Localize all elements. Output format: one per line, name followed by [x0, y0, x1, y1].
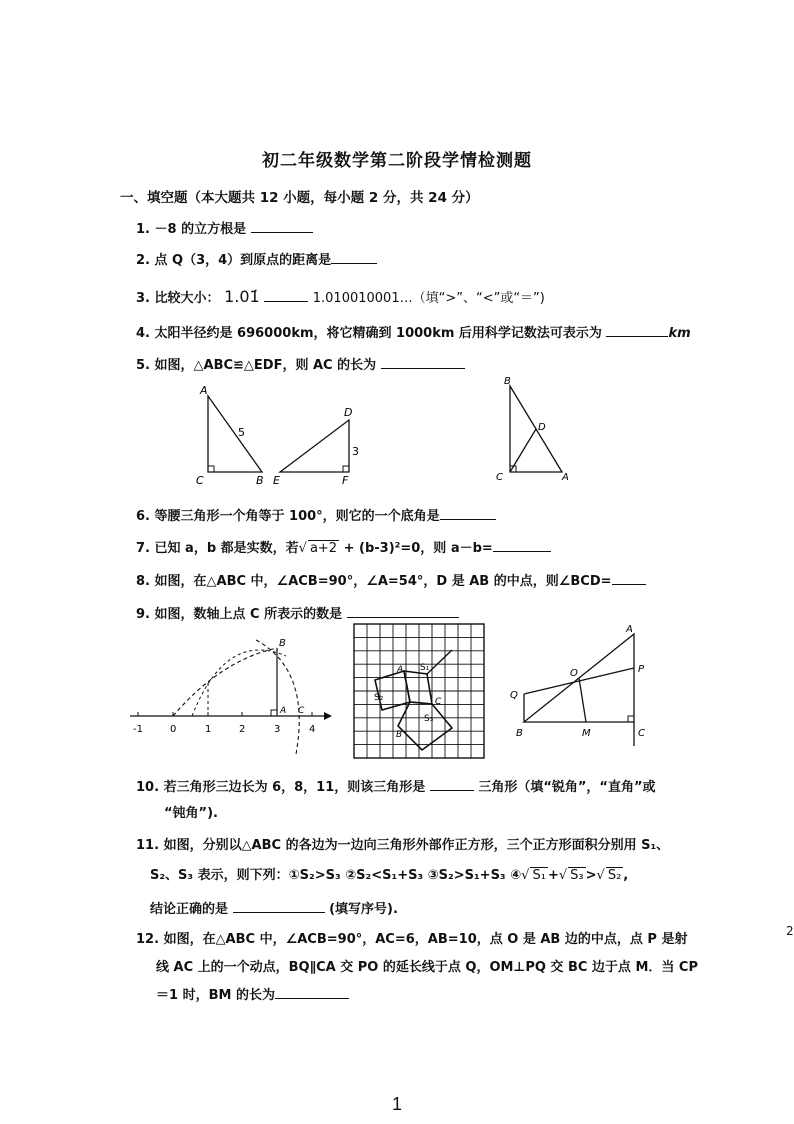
q11-line3-end: (填写序号).: [329, 902, 398, 917]
fig12-label-o: O: [570, 668, 578, 679]
q7-blank: [493, 539, 551, 552]
q10-blank: [430, 778, 474, 791]
fig11-label-a: A: [397, 665, 404, 675]
question-12: [136, 928, 687, 947]
q2-number: 2.: [136, 253, 150, 268]
q12-number: 12.: [136, 932, 160, 947]
q8-text: 如图，在△ABC 中，∠ACB=90°，∠A=54°，D 是 AB 的中点，则∠BCD=: [154, 574, 612, 589]
q9-number-line-figure: [126, 630, 336, 760]
page-title: 初二年级数学第二阶段学情检测题: [262, 151, 532, 171]
fig9-tick-1: 1: [205, 724, 212, 735]
question-7: 7. 已知 a，b 都是实数，若√ a+2 + (b-3)²=0，则 a－b=: [136, 537, 551, 556]
q11-root-s2: S₂: [607, 868, 622, 883]
fig12-label-m: M: [582, 728, 591, 739]
q11-line-2: S₂、S₃ 表示，则下列：①S₂>S₃ ②S₂<S₁+S₃ ③S₂>S₁+S₃ ④√ S₁ +√ S₃ >√ S₂ ,: [150, 868, 629, 883]
q12-line3-text: ＝1 时，BM 的长为: [156, 988, 275, 1003]
fig9-label-c: C: [298, 706, 305, 716]
q8-number: 8.: [136, 574, 150, 589]
question-6: [136, 505, 496, 524]
fig8-label-d: D: [538, 422, 546, 433]
q6-text: 等腰三角形一个角等于 100°，则它的一个底角是: [154, 509, 440, 524]
fig5-label-f: F: [342, 474, 349, 487]
q3-expression: 1.01̇: [224, 287, 260, 306]
q12-line1: 如图，在△ABC 中，∠ACB=90°，AC=6，AB=10，点 O 是 AB 边的中点，点 P 是射: [163, 932, 688, 947]
q4-blank: [606, 324, 668, 337]
question-8: [136, 570, 646, 589]
question-4: [136, 322, 691, 341]
q9-text: 如图，数轴上点 C 所表示的数是: [154, 607, 343, 622]
q11-line2-end: ,: [623, 868, 629, 883]
fig9-tick-0: 0: [170, 724, 177, 735]
q3-blank: [264, 289, 308, 302]
q11-line-3: [150, 898, 398, 917]
question-1: [136, 218, 313, 237]
side-mark: 2: [786, 924, 794, 938]
q6-number: 6.: [136, 509, 150, 524]
q8-triangle-figure: [490, 372, 580, 484]
question-10: [136, 776, 656, 795]
q11-plus: +: [547, 868, 559, 883]
fig5-side-ab: 5: [238, 426, 245, 439]
q5-number: 5.: [136, 358, 150, 373]
q3-number: 3.: [136, 291, 150, 306]
q4-unit: km: [668, 326, 691, 341]
fig11-label-s3: S₃: [424, 714, 434, 724]
q7-mid: + (b-3)²=0，则 a－b=: [343, 541, 493, 556]
fig5-label-c: C: [196, 474, 204, 487]
q11-number: 11.: [136, 838, 160, 853]
q7-radicand: a+2: [309, 541, 338, 556]
q4-text: 太阳半径约是 696000km，将它精确到 1000km 后用科学记数法可表示为: [154, 326, 602, 341]
question-2: [136, 249, 377, 268]
q5-text: 如图，△ABC≌△EDF，则 AC 的长为: [154, 358, 377, 373]
fig12-label-b: B: [516, 728, 523, 739]
fig5-label-d: D: [344, 406, 353, 419]
q10-line-2: “钝角”).: [164, 806, 218, 821]
q10-post: 三角形（填“锐角”，“直角”或: [478, 780, 656, 795]
q9-blank: [347, 605, 459, 618]
fig12-label-q: Q: [510, 690, 518, 701]
q8-blank: [612, 572, 646, 585]
q11-line3-text: 结论正确的是: [150, 902, 229, 917]
q11-root-s3: S₃: [570, 868, 584, 883]
q11-gt: >: [585, 868, 597, 883]
fig12-label-a: A: [626, 624, 633, 635]
fig5-side-df: 3: [352, 445, 359, 458]
q2-text: 点 Q（3，4）到原点的距离是: [154, 253, 332, 268]
fig5-label-e: E: [273, 474, 280, 487]
q12-line-3: [156, 984, 349, 1003]
fig8-label-b: B: [504, 376, 511, 387]
q9-number: 9.: [136, 607, 150, 622]
fig12-label-c: C: [638, 728, 645, 739]
q7-number: 7.: [136, 541, 150, 556]
q11-root-s1: S₁: [532, 868, 546, 883]
fig12-label-p: P: [638, 664, 645, 675]
q2-blank: [331, 251, 377, 264]
q11-blank: [233, 900, 325, 913]
question-9: [136, 603, 459, 622]
section-heading: 一、填空题（本大题共 12 小题，每小题 2 分，共 24 分）: [120, 190, 479, 206]
fig11-label-c: C: [435, 697, 442, 707]
question-5: [136, 354, 465, 373]
fig9-tick-2: 2: [239, 724, 246, 735]
question-11: [136, 834, 669, 853]
fig11-label-s1: S₁: [420, 663, 430, 673]
q1-blank: [251, 220, 313, 233]
q1-number: 1.: [136, 222, 150, 237]
fig9-tick-neg1: -1: [133, 724, 143, 735]
q11-line1: 如图，分别以△ABC 的各边为一边向三角形外部作正方形，三个正方形面积分别用 S₁、: [163, 838, 670, 853]
q11-line2-text: S₂、S₃ 表示，则下列：①S₂>S₃ ②S₂<S₁+S₃ ③S₂>S₁+S₃ ④: [150, 868, 522, 883]
page-number: 1: [391, 1094, 402, 1114]
fig5-label-a: A: [200, 384, 208, 397]
q10-pre: 若三角形三边长为 6，8，11，则该三角形是: [163, 780, 426, 795]
q10-number: 10.: [136, 780, 160, 795]
fig9-label-b: B: [279, 638, 286, 649]
fig9-tick-3: 3: [274, 724, 281, 735]
fig8-label-c: C: [496, 472, 503, 483]
q12-line-2: 线 AC 上的一个动点，BQ∥CA 交 PO 的延长线于点 Q，OM⊥PQ 交 BC 边于点 M．当 CP: [156, 960, 698, 975]
fig8-label-a: A: [562, 472, 569, 483]
q12-triangle-figure: [508, 622, 658, 752]
fig11-label-b: B: [396, 730, 403, 740]
q5-triangles-figure: [190, 380, 370, 490]
q4-number: 4.: [136, 326, 150, 341]
fig9-tick-4: 4: [309, 724, 316, 735]
q1-text: －8 的立方根是: [154, 222, 247, 237]
q3-pre: 比较大小：: [154, 291, 220, 306]
fig9-label-a: A: [280, 706, 287, 716]
q6-blank: [440, 507, 496, 520]
fig11-label-s2: S₂: [374, 693, 384, 703]
q7-pre: 已知 a，b 都是实数，若: [154, 541, 299, 556]
q5-blank: [381, 356, 465, 369]
fig5-label-b: B: [256, 474, 264, 487]
q11-grid-squares-figure: [352, 622, 488, 762]
question-3: [136, 287, 545, 306]
q3-post: 1.010010001…（填“>”、“<”或“＝”): [312, 291, 545, 306]
q12-blank: [275, 986, 349, 999]
